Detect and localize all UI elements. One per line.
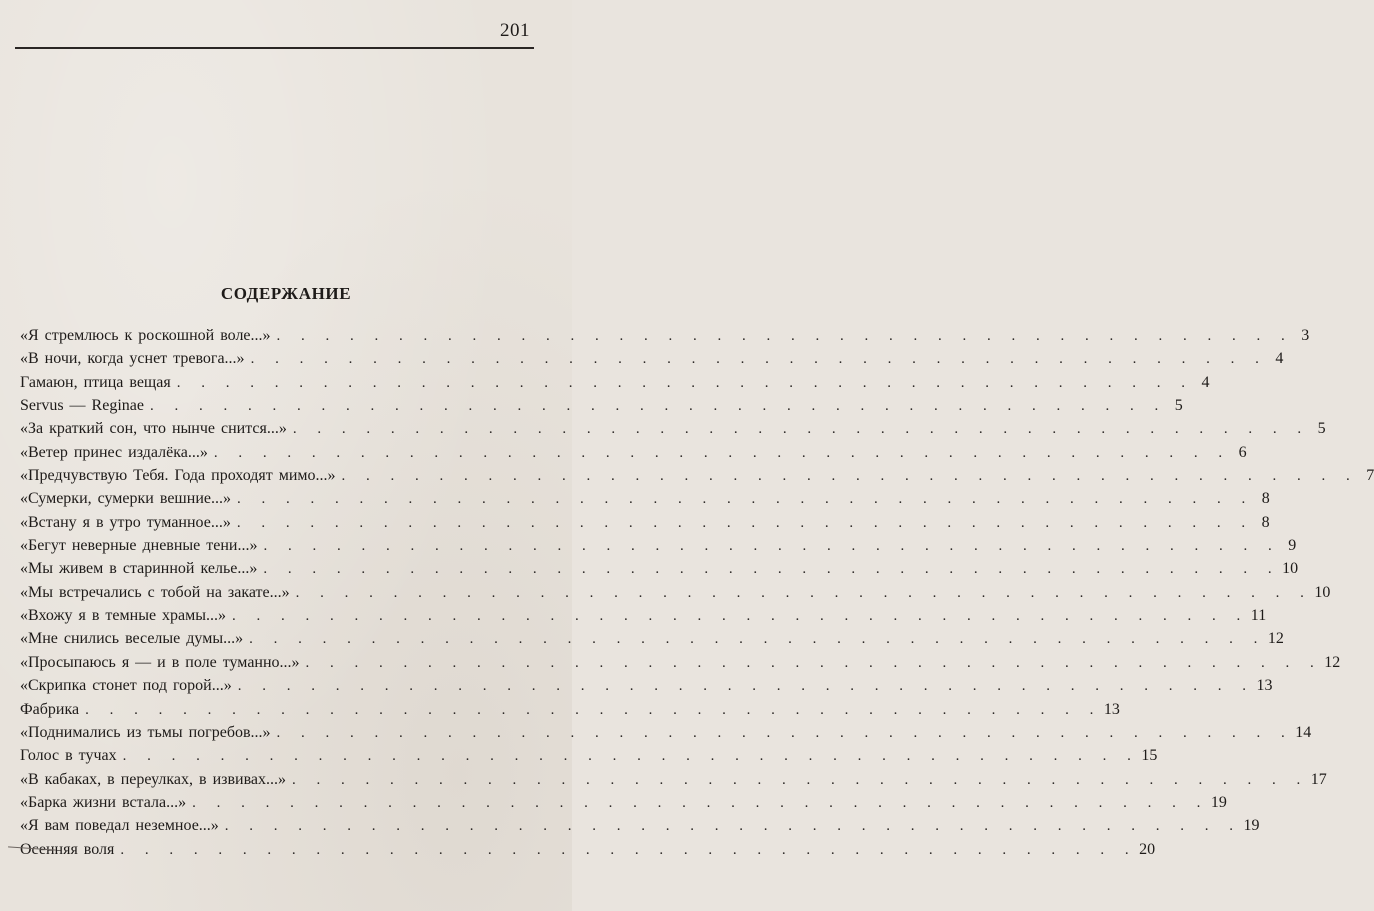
toc-entry-page: 6 — [1238, 443, 1247, 461]
toc-entry — [20, 583, 1331, 607]
toc-entry — [20, 677, 1273, 700]
toc-leader-dots: . . . . . . . . . . . . . . . . . . . . . . . . . . . . . . . . . . . . . . . . . . — [236, 491, 1254, 508]
toc-entry-title: «В кабаках, в переулках, в извивах...» — [20, 770, 287, 788]
toc-leader-dots: . . . . . . . . . . . . . . . . . . . . . . . . . . . . . . . . . . . . . . . . . . — [263, 538, 1281, 555]
toc-entry — [20, 840, 1156, 864]
toc-entry — [20, 793, 1227, 817]
toc-entry-page: 13 — [1256, 677, 1273, 695]
toc-entry-page: 5 — [1174, 397, 1183, 415]
toc-leader-dots: . . . . . . . . . . . . . . . . . . . . . . . . . . . . . . . . . . . . . . . . . . — [120, 841, 1138, 858]
toc-entry-page: 14 — [1295, 723, 1312, 741]
toc-entry-page: 9 — [1288, 537, 1297, 555]
toc-entry-title: «Сумерки, сумерки вешние...» — [20, 490, 231, 508]
toc-entry-page: 5 — [1317, 420, 1326, 438]
header-rule — [15, 47, 534, 49]
toc-entry-page: 8 — [1261, 513, 1270, 531]
toc-entry-title: «Бегут неверные дневные тени...» — [20, 537, 258, 555]
toc-entry — [20, 747, 1158, 770]
toc-entry — [20, 630, 1284, 653]
toc-leader-dots: . . . . . . . . . . . . . . . . . . . . . . . . . . . . . . . . . . . . . . . . . . — [249, 631, 1266, 648]
contents-title: СОДЕРЖАНИЕ — [220, 284, 352, 303]
toc-entry — [20, 817, 1260, 840]
toc-leader-dots: . . . . . . . . . . . . . . . . . . . . . . . . . . . . . . . . . . . . . . . . . . — [237, 678, 1255, 695]
toc-entry — [20, 327, 1310, 350]
toc-entry-title: Голос в тучах — [20, 747, 117, 765]
toc-entry-page: 4 — [1201, 373, 1210, 391]
toc-entry — [20, 560, 1299, 583]
toc-entry — [20, 467, 1374, 490]
toc-entry — [20, 397, 1183, 420]
toc-entry-page: 20 — [1139, 840, 1156, 858]
toc-entry-page: 10 — [1314, 583, 1331, 601]
toc-entry — [20, 443, 1247, 467]
toc-leader-dots: . . . . . . . . . . . . . . . . . . . . . . . . . . . . . . . . . . . . . . . . . . — [305, 654, 1323, 671]
toc-entry-page: 17 — [1310, 770, 1327, 788]
toc-entry-title: Осенняя воля — [20, 840, 115, 858]
toc-entry — [20, 420, 1326, 443]
toc-entry-title: «Ветер принес издалёка...» — [20, 443, 208, 461]
toc-entry — [20, 607, 1267, 630]
toc-entry-page: 12 — [1324, 653, 1341, 671]
toc-entry-page: 8 — [1261, 490, 1270, 508]
toc-entry-title: «Поднимались из тьмы погребов...» — [20, 723, 271, 741]
toc-entry-page: 19 — [1243, 817, 1260, 835]
toc-entry-title: «Просыпаюсь я — и в поле туманно...» — [20, 653, 300, 671]
toc-entry-title: «Я стремлюсь к роскошной воле...» — [20, 327, 271, 344]
toc-leader-dots: . . . . . . . . . . . . . . . . . . . . . . . . . . . . . . . . . . . . . . . . . . — [295, 584, 1313, 601]
toc-entry-title: «Встану я в утро туманное...» — [20, 513, 231, 531]
toc-leader-dots: . . . . . . . . . . . . . . . . . . . . . . . . . . . . . . . . . . . . . . . . . . — [122, 748, 1140, 765]
toc-entry-title: «Я вам поведал неземное...» — [20, 817, 219, 835]
toc-leader-dots: . . . . . . . . . . . . . . . . . . . . . . . . . . . . . . . . . . . . . . . . . . — [149, 398, 1167, 415]
toc-entry-title: Servus — Reginae — [20, 397, 144, 415]
toc-entry — [20, 513, 1270, 537]
toc-entry — [20, 723, 1312, 747]
toc-leader-dots: . . . . . . . . . . . . . . . . . . . . . . . . . . . . . . . . . . . . . . . . . . — [292, 421, 1310, 438]
toc-entry-page: 11 — [1250, 607, 1267, 625]
toc-entry-title: «Мы живем в старинной келье...» — [20, 560, 258, 578]
toc-entry-title: Фабрика — [20, 700, 80, 718]
toc-leader-dots: . . . . . . . . . . . . . . . . . . . . . . . . . . . . . . . . . . . . . . . . . . — [250, 351, 1268, 368]
toc-leader-dots: . . . . . . . . . . . . . . . . . . . . . . . . . . . . . . . . . . . . . . . . . . — [176, 374, 1194, 391]
toc-entry-page: 12 — [1267, 630, 1284, 648]
toc-entry — [20, 653, 1341, 677]
toc-leader-dots: . . . . . . . . . . . . . . . . . . . . . . . . . . . . . . . . . . . . . . . . . . — [213, 444, 1231, 461]
toc-entry — [20, 770, 1327, 794]
toc-leader-dots: . . . . . . . . . . . . . . . . . . . . . . . . . . . . . . . . . . . . . . . . . . — [192, 794, 1209, 811]
toc-entry-page: 4 — [1275, 350, 1284, 368]
toc-leader-dots: . . . . . . . . . . . . . . . . . . . . . . . . . . . . . . . . . . . . . . . . . . — [276, 724, 1294, 741]
toc-entry — [20, 537, 1297, 560]
toc-entry-title: «Предчувствую Тебя. Года проходят мимо...» — [20, 467, 336, 485]
toc-entry-title: «Барка жизни встала...» — [20, 793, 187, 811]
page-number: 201 — [500, 20, 530, 41]
toc-entry-title: «Мне снились веселые думы...» — [20, 630, 244, 648]
toc-entry-page: 15 — [1141, 747, 1158, 765]
toc-entry-page: 7 — [1366, 467, 1374, 485]
toc-entry-title: «Вхожу я в темные храмы...» — [20, 607, 227, 625]
toc-leader-dots: . . . . . . . . . . . . . . . . . . . . . . . . . . . . . . . . . . . . . . . . . . — [341, 468, 1359, 485]
toc-leader-dots: . . . . . . . . . . . . . . . . . . . . . . . . . . . . . . . . . . . . . . . . . . — [85, 701, 1102, 718]
toc-leader-dots: . . . . . . . . . . . . . . . . . . . . . . . . . . . . . . . . . . . . . . . . . . — [292, 771, 1309, 788]
toc-leader-dots: . . . . . . . . . . . . . . . . . . . . . . . . . . . . . . . . . . . . . . . . . . — [263, 561, 1281, 578]
toc-leader-dots: . . . . . . . . . . . . . . . . . . . . . . . . . . . . . . . . . . . . . . . . . . — [232, 608, 1249, 625]
toc-leader-dots: . . . . . . . . . . . . . . . . . . . . . . . . . . . . . . . . . . . . . . . . . . — [236, 514, 1254, 531]
toc-entry-page: 3 — [1301, 327, 1310, 344]
toc-entry-page: 19 — [1210, 793, 1227, 811]
table-of-contents — [20, 327, 1374, 864]
toc-leader-dots: . . . . . . . . . . . . . . . . . . . . . . . . . . . . . . . . . . . . . . . . . . — [224, 818, 1242, 835]
toc-entry — [20, 490, 1270, 513]
toc-entry-title: «Мы встречались с тобой на закате...» — [20, 583, 290, 601]
toc-entry-title: Гамаюн, птица вещая — [20, 373, 171, 391]
toc-entry-title: «За краткий сон, что нынче снится...» — [20, 420, 287, 438]
toc-entry-title: «В ночи, когда уснет тревога...» — [20, 350, 245, 368]
toc-entry-page: 13 — [1103, 700, 1120, 718]
toc-entry — [20, 700, 1120, 724]
toc-entry — [20, 373, 1210, 397]
toc-entry-page: 10 — [1282, 560, 1299, 578]
toc-entry — [20, 350, 1284, 373]
toc-leader-dots: . . . . . . . . . . . . . . . . . . . . . . . . . . . . . . . . . . . . . . . . . . — [276, 328, 1294, 344]
toc-entry-title: «Скрипка стонет под горой...» — [20, 677, 232, 695]
